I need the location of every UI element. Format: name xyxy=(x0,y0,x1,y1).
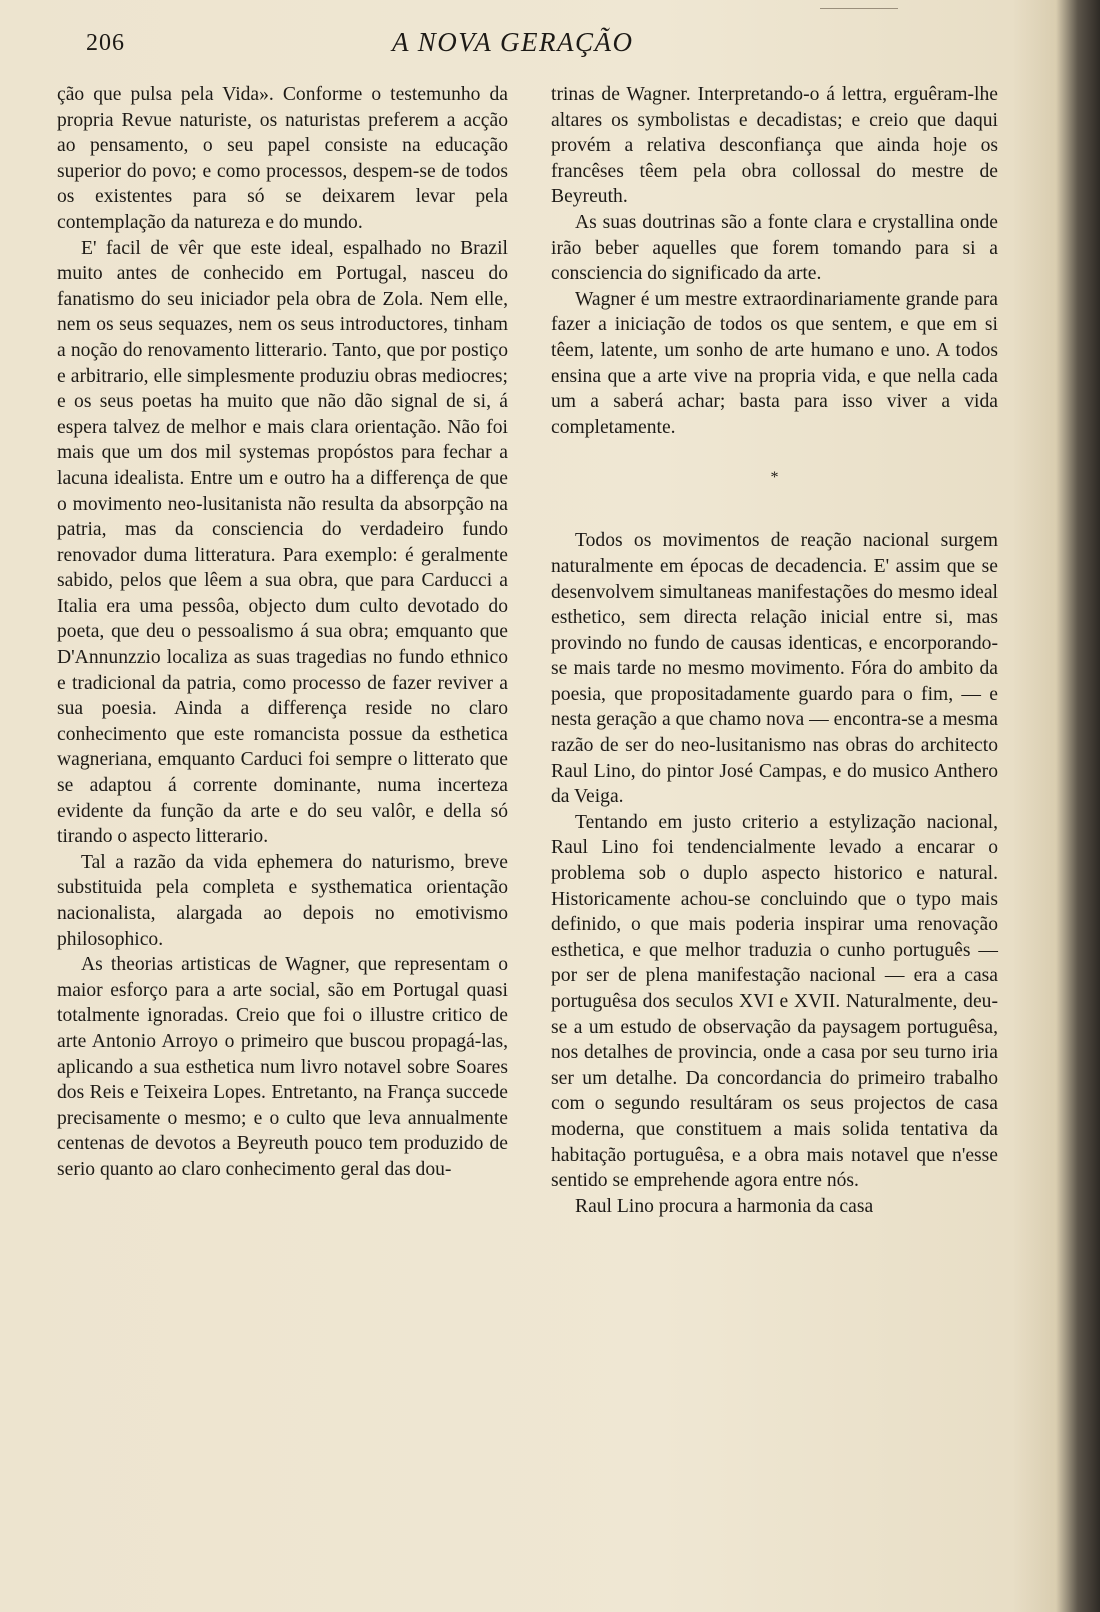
paragraph: As suas doutrinas são a fonte clara e crystallina onde irão beber aquelles que forem tomando para si a consciencia do significado da arte. xyxy=(551,211,998,285)
page-number: 206 xyxy=(86,30,125,56)
paragraph: As theorias artisticas de Wagner, que representam o maior esforço para a arte social, são em Portugal quasi totalmente ignoradas. Creio que foi o illustre critico de arte Antonio Arroyo o primeiro que buscou propagá-las, aplicando a sua esthetica num livro notavel sobre Soares dos Reis e Teixeira Lopes. Entretanto, na França succede precisamente o mesmo; e o culto que leva annualmente centenas de devotos a Beyreuth pouco tem produzido de serio quanto ao claro conhecimento geral das dou- xyxy=(57,954,508,1180)
paragraph: Tal a razão da vida ephemera do naturismo, breve substituida pela completa e systhematica orientação nacionalista, alargada ao depois no emotivismo philosophico. xyxy=(57,851,508,950)
paragraph: Todos os movimentos de reação nacional surgem naturalmente em épocas de decadencia. E' assim que se desenvolvem simultaneas manifestações do mesmo ideal esthetico, sem directa relação inicial entre si, mas provindo no fundo de causas identicas, e encorporando-se mais tarde no mesmo movimento. Fóra do ambito da poesia, que propositadamente guardo para o fim, — e nesta geração a que chamo nova — encontra-se a mesma razão de ser do neo-lusitanismo nas obras do architecto Raul Lino, do pintor José Campas, e do musico Anthero da Veiga. xyxy=(551,530,998,808)
left-column xyxy=(57,82,508,1183)
paragraph: trinas de Wagner. Interpretando-o á lettra, erguêram-lhe altares os symbolistas e decadistas; e creio que daqui provém a relativa desconfiança que ainda hoje os francêses têem pela obra collossal do mestre de Beyreuth. xyxy=(551,84,998,208)
paragraph: Raul Lino procura a harmonia da casa xyxy=(575,1195,874,1217)
right-column xyxy=(551,82,998,1219)
paragraph: Wagner é um mestre extraordinariamente grande para fazer a iniciação de todos os que sentem, e que em si têem, latente, um sonho de arte humano e uno. A todos ensina que a arte vive na propria vida, e que nella cada um a saberá achar; basta para isso viver a vida completamente. xyxy=(551,288,998,438)
page-edge-rule xyxy=(820,8,898,9)
running-title: A NOVA GERAÇÃO xyxy=(392,27,634,57)
paragraph: Tentando em justo criterio a estylização nacional, Raul Lino foi tendencialmente levado a encarar o problema sob o duplo aspecto historico e natural. Historicamente achou-se concluindo que o typo mais definido, o que mais poderia inspirar uma renovação esthetica, e que melhor traduzia o cunho português — por ser de plena manifestação nacional — era a casa portuguêsa dos seculos XVI e XVII. Naturalmente, deu-se a um estudo de observação da paysagem portuguêsa, nos detalhes de provincia, onde a casa por seu turno iria ser um detalhe. Da concordancia do primeiro trabalho com o segundo resultáram os seus projectos de casa moderna, que constituem a mais solida tentativa da habitação portuguêsa, e a obra mais notavel que n'esse sentido se emprehende agora entre nós. xyxy=(551,811,998,1192)
section-separator: * xyxy=(770,469,779,487)
paragraph: E' facil de vêr que este ideal, espalhado no Brazil muito antes de conhecido em Portugal, nasceu do fanatismo do seu iniciador pela obra de Zola. Nem elle, nem os seus sequazes, nem os seus introductores, tinham a noção do renovamento litterario. Tanto, que por postiço e arbitrario, elle simplesmente produziu obras mediocres; e os seus poetas ha muito que não dão signal de si, á espera talvez de melhor e mais clara orientação. Não foi mais que um dos mil systemas propóstos para fechar a lacuna idealista. Entre um e outro ha a differença de que o movimento neo-lusitanista não resulta da absorpção na patria, mas da consciencia do verdadeiro fundo renovador duma litteratura. Para exemplo: é geralmente sabido, pelos que lêem a sua obra, que para Carducci a Italia era uma pessôa, objecto dum culto devotado do poeta, que deu o pessoalismo á sua obra; emquanto que D'Annunzzio localiza as suas tragedias no fundo ethnico e tradicional da patria, como processo de fazer reviver a sua poesia. Ainda a differença reside no claro conhecimento que este romancista possue da esthetica wagneriana, emquanto Carduci foi sempre o litterato que se adaptou á corrente dominante, numa incerteza evidente da função da arte e do seu valôr, e della só tirando o aspecto litterario. xyxy=(57,237,508,848)
paragraph: ção que pulsa pela Vida». Conforme o testemunho da propria Revue naturiste, os naturistas preferem a acção ao pensamento, o seu papel consiste na educação superior do povo; e como processos, despem-se de todos os existentes para só se deixarem levar pela contemplação da natureza e do mundo. xyxy=(57,84,508,233)
